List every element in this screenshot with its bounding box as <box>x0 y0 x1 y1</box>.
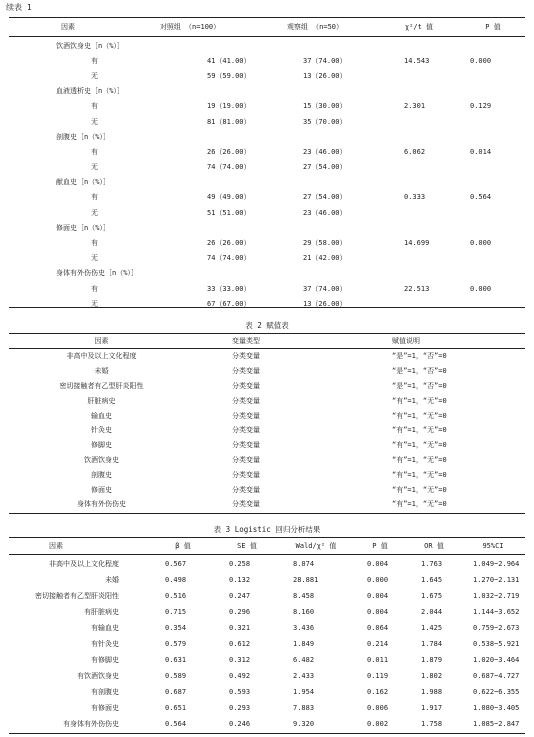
table-row <box>9 144 525 159</box>
p-cell: 0.000 <box>367 576 389 584</box>
wald-cell: 7.883 <box>293 704 315 712</box>
table3-body <box>9 556 525 732</box>
t1-header-stat: χ²/t 值 <box>404 23 434 31</box>
t3-header-p: P 值 <box>372 542 388 550</box>
table-row <box>9 349 525 364</box>
table-row <box>9 99 525 114</box>
t3-header-factor: 因素 <box>49 542 63 550</box>
table-row <box>9 205 525 220</box>
group-label: 血液透析史［n（%）］ <box>56 87 124 96</box>
table3-caption: 表 3 Logistic 回归分析结果 <box>213 525 321 534</box>
factor-cell: 未婚 <box>94 367 109 376</box>
observe-value: 27（54.00） <box>303 163 347 172</box>
observe-value: 35（70.00） <box>303 117 347 126</box>
table-row <box>9 497 525 512</box>
ci-cell: 1.085~2.847 <box>473 720 520 728</box>
table2-caption: 表 2 赋值表 <box>245 321 289 330</box>
table-row <box>9 175 525 190</box>
ci-cell: 0.538~5.921 <box>473 640 520 648</box>
empty-cell <box>253 266 377 281</box>
table1-header-rule <box>9 36 525 37</box>
ci-cell: 0.759~2.673 <box>473 624 520 632</box>
table-row <box>9 572 525 588</box>
p-cell: 0.214 <box>367 640 389 648</box>
empty-cell <box>377 266 461 281</box>
or-cell: 1.675 <box>421 592 443 600</box>
row-label: 有 <box>91 102 98 111</box>
table3-header-rule <box>9 554 525 555</box>
t1-header-control: 对照组 （n=100） <box>159 23 221 31</box>
p-cell: 0.004 <box>367 592 389 600</box>
beta-cell: 0.564 <box>165 720 187 728</box>
assign-cell: “是”=1，“否”=0 <box>392 352 447 361</box>
table1-header <box>9 20 525 34</box>
group-label: 身体有外伤伤史［n（%）］ <box>56 269 138 278</box>
type-cell: 分类变量 <box>232 381 260 390</box>
table-row <box>9 68 525 83</box>
wald-cell: 28.881 <box>293 576 319 584</box>
control-value: 33（33.00） <box>207 284 251 293</box>
wald-cell: 9.320 <box>293 720 315 728</box>
table3-header <box>9 539 525 553</box>
factor-cell: 修脚史 <box>91 441 112 450</box>
wald-cell: 1.954 <box>293 688 315 696</box>
factor-cell: 身体有外伤伤史 <box>77 500 126 509</box>
type-cell: 分类变量 <box>232 396 260 405</box>
p-cell: 0.004 <box>367 608 389 616</box>
ci-cell: 0.622~6.355 <box>473 688 520 696</box>
assign-cell: “有”=1，“无”=0 <box>392 470 447 479</box>
type-cell: 分类变量 <box>232 485 260 494</box>
empty-cell <box>253 175 377 190</box>
table3-top-rule <box>9 537 525 538</box>
table1-body <box>9 38 525 311</box>
empty-cell <box>377 251 461 266</box>
factor-cell: 针灸史 <box>91 426 112 435</box>
beta-cell: 0.516 <box>165 592 187 600</box>
t1-header-p: P 值 <box>485 23 501 31</box>
empty-cell <box>461 160 525 175</box>
empty-cell <box>377 129 461 144</box>
empty-cell <box>127 84 253 99</box>
or-cell: 1.784 <box>421 640 443 648</box>
observe-value: 13（26.00） <box>303 71 347 80</box>
p-value: 0.000 <box>470 284 492 293</box>
type-cell: 分类变量 <box>232 470 260 479</box>
se-cell: 0.258 <box>229 560 251 568</box>
row-label: 无 <box>91 208 98 217</box>
factor-cell: 剖腹史 <box>91 470 112 479</box>
se-cell: 0.132 <box>229 576 251 584</box>
assign-cell: “有”=1，“无”=0 <box>392 441 447 450</box>
t3-header-ci: 95%CI <box>482 542 504 550</box>
table-row <box>9 482 525 497</box>
t1-header-factor: 因素 <box>61 23 75 31</box>
assign-cell: “是”=1，“否”=0 <box>392 381 447 390</box>
stat-value: 6.062 <box>404 147 426 156</box>
observe-value: 15（30.00） <box>303 102 347 111</box>
wald-cell: 8.074 <box>293 560 315 568</box>
empty-cell <box>461 38 525 53</box>
group-label: 饮酒饮身史［n（%）］ <box>56 41 124 50</box>
table-row <box>9 251 525 266</box>
factor-cell: 修面史 <box>91 485 112 494</box>
table-row <box>9 235 525 250</box>
p-cell: 0.119 <box>367 672 389 680</box>
control-value: 41（41.00） <box>207 56 251 65</box>
observe-value: 27（54.00） <box>303 193 347 202</box>
factor-cell: 有剖腹史 <box>91 688 119 696</box>
empty-cell <box>253 220 377 235</box>
observe-value: 23（46.00） <box>303 208 347 217</box>
beta-cell: 0.498 <box>165 576 187 584</box>
empty-cell <box>461 266 525 281</box>
p-cell: 0.011 <box>367 656 389 664</box>
type-cell: 分类变量 <box>232 411 260 420</box>
empty-cell <box>253 38 377 53</box>
empty-cell <box>377 160 461 175</box>
control-value: 26（26.00） <box>207 147 251 156</box>
t2-header-assign: 赋值说明 <box>392 337 420 345</box>
t2-header-type: 变量类型 <box>232 337 260 345</box>
empty-cell <box>377 84 461 99</box>
type-cell: 分类变量 <box>232 441 260 450</box>
assign-cell: “有”=1，“无”=0 <box>392 500 447 509</box>
or-cell: 1.802 <box>421 672 443 680</box>
empty-cell <box>127 175 253 190</box>
empty-cell <box>377 114 461 129</box>
p-value: 0.014 <box>470 147 492 156</box>
t2-header-factor: 因素 <box>94 337 109 345</box>
empty-cell <box>127 38 253 53</box>
empty-cell <box>127 220 253 235</box>
se-cell: 0.246 <box>229 720 251 728</box>
type-cell: 分类变量 <box>232 455 260 464</box>
factor-cell: 有肝脏病史 <box>84 608 119 616</box>
table-row <box>9 266 525 281</box>
table-row <box>9 604 525 620</box>
table-row <box>9 53 525 68</box>
or-cell: 1.645 <box>421 576 443 584</box>
factor-cell: 密切接触者有乙型肝炎阳性 <box>59 381 144 390</box>
factor-cell: 非高中及以上文化程度 <box>66 352 137 361</box>
or-cell: 2.044 <box>421 608 443 616</box>
table-row <box>9 129 525 144</box>
table-row <box>9 588 525 604</box>
stat-value: 0.333 <box>404 193 426 202</box>
empty-cell <box>461 68 525 83</box>
p-cell: 0.006 <box>367 704 389 712</box>
empty-cell <box>461 114 525 129</box>
se-cell: 0.312 <box>229 656 251 664</box>
t3-header-or: OR 值 <box>424 542 444 550</box>
table-row <box>9 438 525 453</box>
table-row <box>9 453 525 468</box>
factor-cell: 有修脚史 <box>91 656 119 664</box>
empty-cell <box>253 84 377 99</box>
p-value: 0.564 <box>470 193 492 202</box>
beta-cell: 0.651 <box>165 704 187 712</box>
p-value: 0.000 <box>470 56 492 65</box>
p-cell: 0.002 <box>367 720 389 728</box>
se-cell: 0.293 <box>229 704 251 712</box>
control-value: 26（26.00） <box>207 239 251 248</box>
table-row <box>9 716 525 732</box>
control-value: 81（81.00） <box>207 117 251 126</box>
empty-cell <box>253 129 377 144</box>
or-cell: 1.879 <box>421 656 443 664</box>
observe-value: 37（74.00） <box>303 284 347 293</box>
ci-cell: 1.020~3.464 <box>473 656 520 664</box>
observe-value: 23（46.00） <box>303 147 347 156</box>
beta-cell: 0.567 <box>165 560 187 568</box>
factor-cell: 有修面史 <box>91 704 119 712</box>
table-row <box>9 620 525 636</box>
beta-cell: 0.687 <box>165 688 187 696</box>
row-label: 有 <box>91 56 98 65</box>
or-cell: 1.988 <box>421 688 443 696</box>
factor-cell: 未婚 <box>105 576 119 584</box>
table-row <box>9 84 525 99</box>
table-row <box>9 393 525 408</box>
or-cell: 1.758 <box>421 720 443 728</box>
table2-top-rule <box>9 333 525 334</box>
empty-cell <box>127 129 253 144</box>
t3-header-beta: β 值 <box>175 542 191 550</box>
ci-cell: 1.049~2.964 <box>473 560 520 568</box>
factor-cell: 有饮酒饮身史 <box>77 672 119 680</box>
factor-cell: 有针灸史 <box>91 640 119 648</box>
table1-top-rule <box>9 17 525 18</box>
control-value: 74（74.00） <box>207 254 251 263</box>
table-row <box>9 636 525 652</box>
control-value: 49（49.00） <box>207 193 251 202</box>
table-row <box>9 556 525 572</box>
wald-cell: 6.482 <box>293 656 315 664</box>
assign-cell: “有”=1，“无”=0 <box>392 426 447 435</box>
assign-cell: “有”=1，“无”=0 <box>392 455 447 464</box>
table-row <box>9 408 525 423</box>
factor-cell: 有输血史 <box>91 624 119 632</box>
p-cell: 0.004 <box>367 560 389 568</box>
p-value: 0.129 <box>470 102 492 111</box>
observe-value: 13（26.00） <box>303 299 347 308</box>
ci-cell: 0.687~4.727 <box>473 672 520 680</box>
empty-cell <box>461 84 525 99</box>
table-row <box>9 296 525 311</box>
row-label: 有 <box>91 284 98 293</box>
factor-cell: 输血史 <box>91 411 112 420</box>
type-cell: 分类变量 <box>232 367 260 376</box>
stat-value: 14.699 <box>404 239 430 248</box>
table-row <box>9 114 525 129</box>
row-label: 有 <box>91 193 98 202</box>
se-cell: 0.321 <box>229 624 251 632</box>
beta-cell: 0.589 <box>165 672 187 680</box>
control-value: 74（74.00） <box>207 163 251 172</box>
row-label: 无 <box>91 299 98 308</box>
empty-cell <box>127 266 253 281</box>
row-label: 无 <box>91 254 98 263</box>
stat-value: 2.301 <box>404 102 426 111</box>
beta-cell: 0.354 <box>165 624 187 632</box>
control-value: 67（67.00） <box>207 299 251 308</box>
table-row <box>9 652 525 668</box>
observe-value: 21（42.00） <box>303 254 347 263</box>
group-label: 修面史［n（%）］ <box>56 223 110 232</box>
beta-cell: 0.579 <box>165 640 187 648</box>
se-cell: 0.247 <box>229 592 251 600</box>
row-label: 无 <box>91 117 98 126</box>
type-cell: 分类变量 <box>232 426 260 435</box>
table-row <box>9 190 525 205</box>
control-value: 59（59.00） <box>207 71 251 80</box>
factor-cell: 饮酒饮身史 <box>84 455 119 464</box>
type-cell: 分类变量 <box>232 500 260 509</box>
or-cell: 1.763 <box>421 560 443 568</box>
table-row <box>9 700 525 716</box>
control-value: 51（51.00） <box>207 208 251 217</box>
wald-cell: 2.433 <box>293 672 315 680</box>
table1-caption: 续表 1 <box>6 3 32 12</box>
factor-cell: 有身体有外伤伤史 <box>63 720 119 728</box>
control-value: 19（19.00） <box>207 102 251 111</box>
wald-cell: 3.436 <box>293 624 315 632</box>
table-row <box>9 684 525 700</box>
p-cell: 0.064 <box>367 624 389 632</box>
ci-cell: 1.080~3.405 <box>473 704 520 712</box>
beta-cell: 0.715 <box>165 608 187 616</box>
factor-cell: 非高中及以上文化程度 <box>49 560 119 568</box>
wald-cell: 8.458 <box>293 592 315 600</box>
table-row <box>9 281 525 296</box>
ci-cell: 1.032~2.719 <box>473 592 520 600</box>
t3-header-wald: Wald/χ² 值 <box>295 542 337 550</box>
table-row <box>9 467 525 482</box>
table-row <box>9 38 525 53</box>
empty-cell <box>461 296 525 311</box>
group-label: 剖腹史［n（%）］ <box>56 132 110 141</box>
empty-cell <box>377 175 461 190</box>
empty-cell <box>377 296 461 311</box>
empty-cell <box>461 251 525 266</box>
empty-cell <box>461 175 525 190</box>
se-cell: 0.612 <box>229 640 251 648</box>
assign-cell: “有”=1，“无”=0 <box>392 485 447 494</box>
table3-bottom-rule <box>9 733 525 734</box>
wald-cell: 1.849 <box>293 640 315 648</box>
observe-value: 37（74.00） <box>303 56 347 65</box>
factor-cell: 肝脏病史 <box>87 396 116 405</box>
se-cell: 0.492 <box>229 672 251 680</box>
empty-cell <box>377 68 461 83</box>
stat-value: 14.543 <box>404 56 430 65</box>
table-row <box>9 160 525 175</box>
ci-cell: 1.144~3.652 <box>473 608 520 616</box>
row-label: 无 <box>91 71 98 80</box>
p-value: 0.000 <box>470 239 492 248</box>
wald-cell: 8.160 <box>293 608 315 616</box>
beta-cell: 0.631 <box>165 656 187 664</box>
table1-bottom-rule <box>9 307 525 308</box>
table-row <box>9 379 525 394</box>
type-cell: 分类变量 <box>232 352 260 361</box>
or-cell: 1.917 <box>421 704 443 712</box>
factor-cell: 密切接触者有乙型肝炎阳性 <box>35 592 119 600</box>
row-label: 有 <box>91 239 98 248</box>
empty-cell <box>461 205 525 220</box>
table2-body <box>9 349 525 512</box>
table-row <box>9 668 525 684</box>
empty-cell <box>461 220 525 235</box>
se-cell: 0.593 <box>229 688 251 696</box>
empty-cell <box>377 205 461 220</box>
stat-value: 22.513 <box>404 284 430 293</box>
table-row <box>9 423 525 438</box>
t1-header-observe: 观察组 （n=50） <box>286 23 344 31</box>
ci-cell: 1.270~2.131 <box>473 576 520 584</box>
t3-header-se: SE 值 <box>237 542 257 550</box>
empty-cell <box>377 38 461 53</box>
table-row <box>9 364 525 379</box>
assign-cell: “是”=1，“否”=0 <box>392 367 447 376</box>
p-cell: 0.162 <box>367 688 389 696</box>
table-row <box>9 220 525 235</box>
assign-cell: “有”=1，“无”=0 <box>392 411 447 420</box>
se-cell: 0.296 <box>229 608 251 616</box>
observe-value: 29（58.00） <box>303 239 347 248</box>
empty-cell <box>377 220 461 235</box>
group-label: 献血史［n（%）］ <box>56 178 110 187</box>
row-label: 有 <box>91 147 98 156</box>
assign-cell: “有”=1，“无”=0 <box>392 396 447 405</box>
row-label: 无 <box>91 163 98 172</box>
table2-header <box>9 335 525 347</box>
table2-bottom-rule <box>9 513 525 514</box>
empty-cell <box>461 129 525 144</box>
or-cell: 1.425 <box>421 624 443 632</box>
